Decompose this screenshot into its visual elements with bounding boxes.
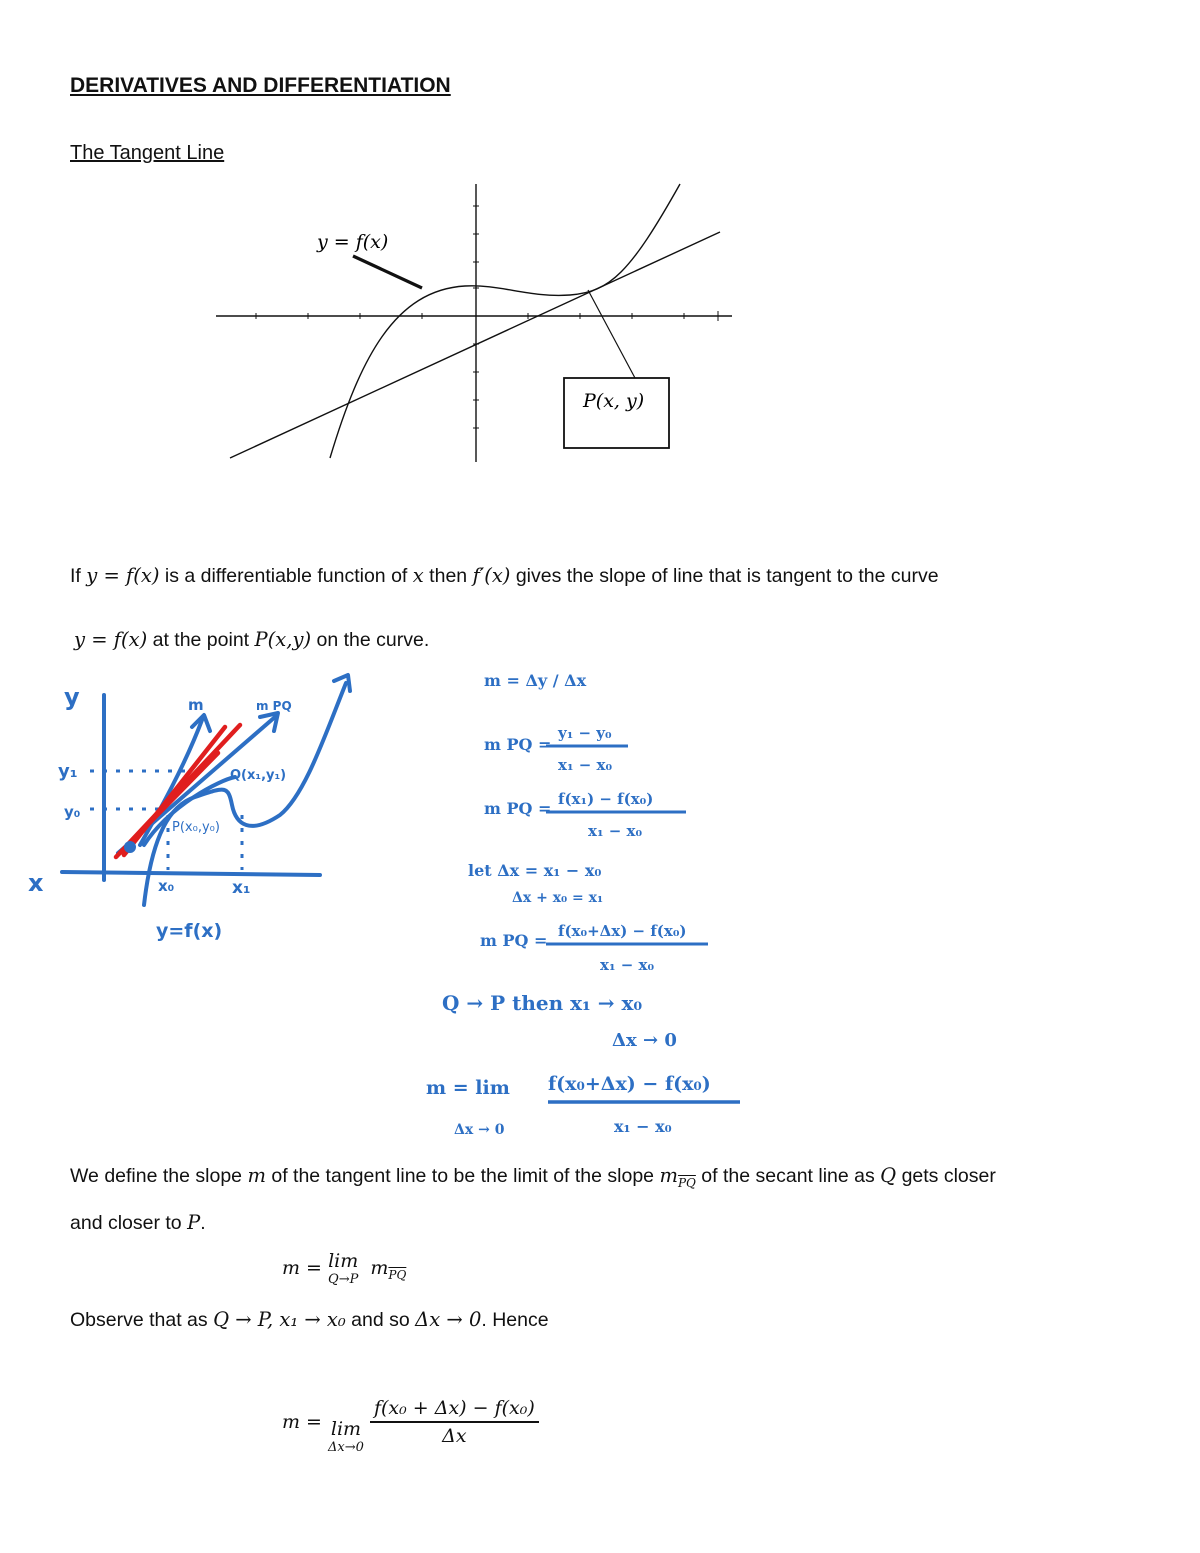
observation-paragraph <box>70 1310 549 1331</box>
note-line-9-lhs: m = lim <box>426 1077 510 1099</box>
lim-subscript: Q→P <box>328 1272 359 1287</box>
text-segment: If <box>70 565 87 587</box>
sketch-mpq-label: m PQ <box>256 699 292 713</box>
text-segment: We define the slope <box>70 1165 248 1187</box>
math-inline: y = f(x) <box>86 564 160 587</box>
note-line-2-lhs: m PQ = <box>484 735 552 754</box>
math-inline: Q → P, x₁ → x₀ <box>213 1308 346 1331</box>
text-segment: . <box>200 1212 206 1234</box>
text-segment: at the point <box>147 629 255 651</box>
sketch-y1-label: y₁ <box>58 761 78 782</box>
text-segment: then <box>423 565 473 587</box>
formula-rhs: m <box>370 1257 389 1279</box>
sketch-x0-label: x₀ <box>158 877 175 895</box>
math-inline: P(x,y) <box>254 628 312 651</box>
derivative-limit-formula <box>282 1390 539 1454</box>
numerator: f(x₀ + Δx) − f(x₀) <box>370 1397 539 1423</box>
sketch-curve-label: y=f(x) <box>156 920 223 942</box>
formula-rhs-subscript: PQ <box>388 1267 407 1282</box>
note-line-3-lhs: m PQ = <box>484 799 552 818</box>
note-line-6-num: f(x₀+Δx) − f(x₀) <box>558 922 687 940</box>
note-line-9-num: f(x₀+Δx) − f(x₀) <box>548 1073 711 1095</box>
text-segment: of the tangent line to be the limit of the slope <box>265 1165 660 1187</box>
math-inline: y = f(x) <box>74 628 148 651</box>
note-line-6-den: x₁ − x₀ <box>600 956 655 974</box>
text-segment: of the secant line as <box>695 1165 881 1187</box>
sketch-red-line <box>120 753 218 853</box>
curve-label-pointer <box>353 256 422 288</box>
note-line-1: m = Δy / Δx <box>484 671 587 690</box>
limit-operator <box>328 1252 358 1286</box>
note-line-5: Δx + x₀ = x₁ <box>512 890 604 906</box>
handwritten-notes <box>418 664 778 1144</box>
difference-quotient <box>370 1397 539 1447</box>
text-segment: gets closer <box>896 1165 996 1187</box>
limit-formula-secant <box>282 1252 406 1286</box>
text-segment: gives the slope of line that is tangent to the curve <box>510 565 939 587</box>
text-segment: and so <box>345 1309 416 1331</box>
formula-lhs: m = <box>282 1411 322 1433</box>
document-title: DERIVATIVES AND DIFFERENTIATION <box>70 74 451 97</box>
note-line-9-den: x₁ − x₀ <box>614 1117 672 1136</box>
note-line-2-den: x₁ − x₀ <box>558 756 613 774</box>
math-inline: Δx → 0 <box>415 1308 482 1331</box>
point-pointer <box>588 290 635 378</box>
note-line-4: let Δx = x₁ − x₀ <box>468 861 602 880</box>
note-line-8: Δx → 0 <box>612 1030 677 1051</box>
sketch-point-p <box>124 841 136 853</box>
limit-definition-line1 <box>70 1166 996 1189</box>
point-label-box <box>564 378 669 448</box>
sketch-x1-label: x₁ <box>232 878 251 898</box>
note-line-7: Q → P then x₁ → x₀ <box>442 991 643 1015</box>
sketch-point-p-label: P(x₀,y₀) <box>172 820 220 835</box>
handwritten-sketch <box>20 665 370 955</box>
formula-lhs: m = <box>282 1257 322 1279</box>
text-segment: Observe that as <box>70 1309 214 1331</box>
lim-subscript: Δx→0 <box>328 1440 364 1455</box>
math-inline: x <box>412 564 424 587</box>
note-line-3-num: f(x₁) − f(x₀) <box>558 790 654 808</box>
definition-paragraph-line1 <box>70 566 939 587</box>
math-inline: m <box>659 1164 678 1187</box>
sketch-point-q-label: Q(x₁,y₁) <box>230 768 287 783</box>
text-segment: and closer to <box>70 1212 188 1234</box>
math-subscript: PQ <box>677 1175 696 1190</box>
text-segment: on the curve. <box>311 629 430 651</box>
denominator: Δx <box>442 1425 467 1447</box>
point-label: P(x, y) <box>583 390 645 412</box>
sketch-y0-label: y₀ <box>64 803 81 821</box>
note-line-2-num: y₁ − y₀ <box>558 724 612 742</box>
note-line-6-lhs: m PQ = <box>480 931 548 950</box>
note-line-3-den: x₁ − x₀ <box>588 822 643 840</box>
limit-definition-line2 <box>70 1213 206 1234</box>
math-inline: m <box>247 1164 266 1187</box>
math-inline: P <box>187 1211 201 1234</box>
section-title: The Tangent Line <box>70 142 225 164</box>
sketch-m-label: m <box>188 696 204 714</box>
text-segment: is a differentiable function of <box>159 565 413 587</box>
sketch-y-axis-label: y <box>64 683 80 711</box>
tangent-line-figure <box>210 178 740 468</box>
sketch-x-axis-label: x <box>28 869 44 897</box>
lim-text: lim <box>330 1418 362 1440</box>
lim-text: lim <box>328 1250 359 1272</box>
text-segment: . Hence <box>481 1309 549 1331</box>
definition-paragraph-line2 <box>74 630 429 651</box>
note-line-9-sub: Δx → 0 <box>454 1122 505 1138</box>
sketch-x-axis <box>62 872 320 875</box>
math-inline: f′(x) <box>472 564 511 587</box>
math-inline: Q <box>880 1164 897 1187</box>
limit-operator <box>328 1420 364 1454</box>
curve-label: y = f(x) <box>317 231 389 253</box>
